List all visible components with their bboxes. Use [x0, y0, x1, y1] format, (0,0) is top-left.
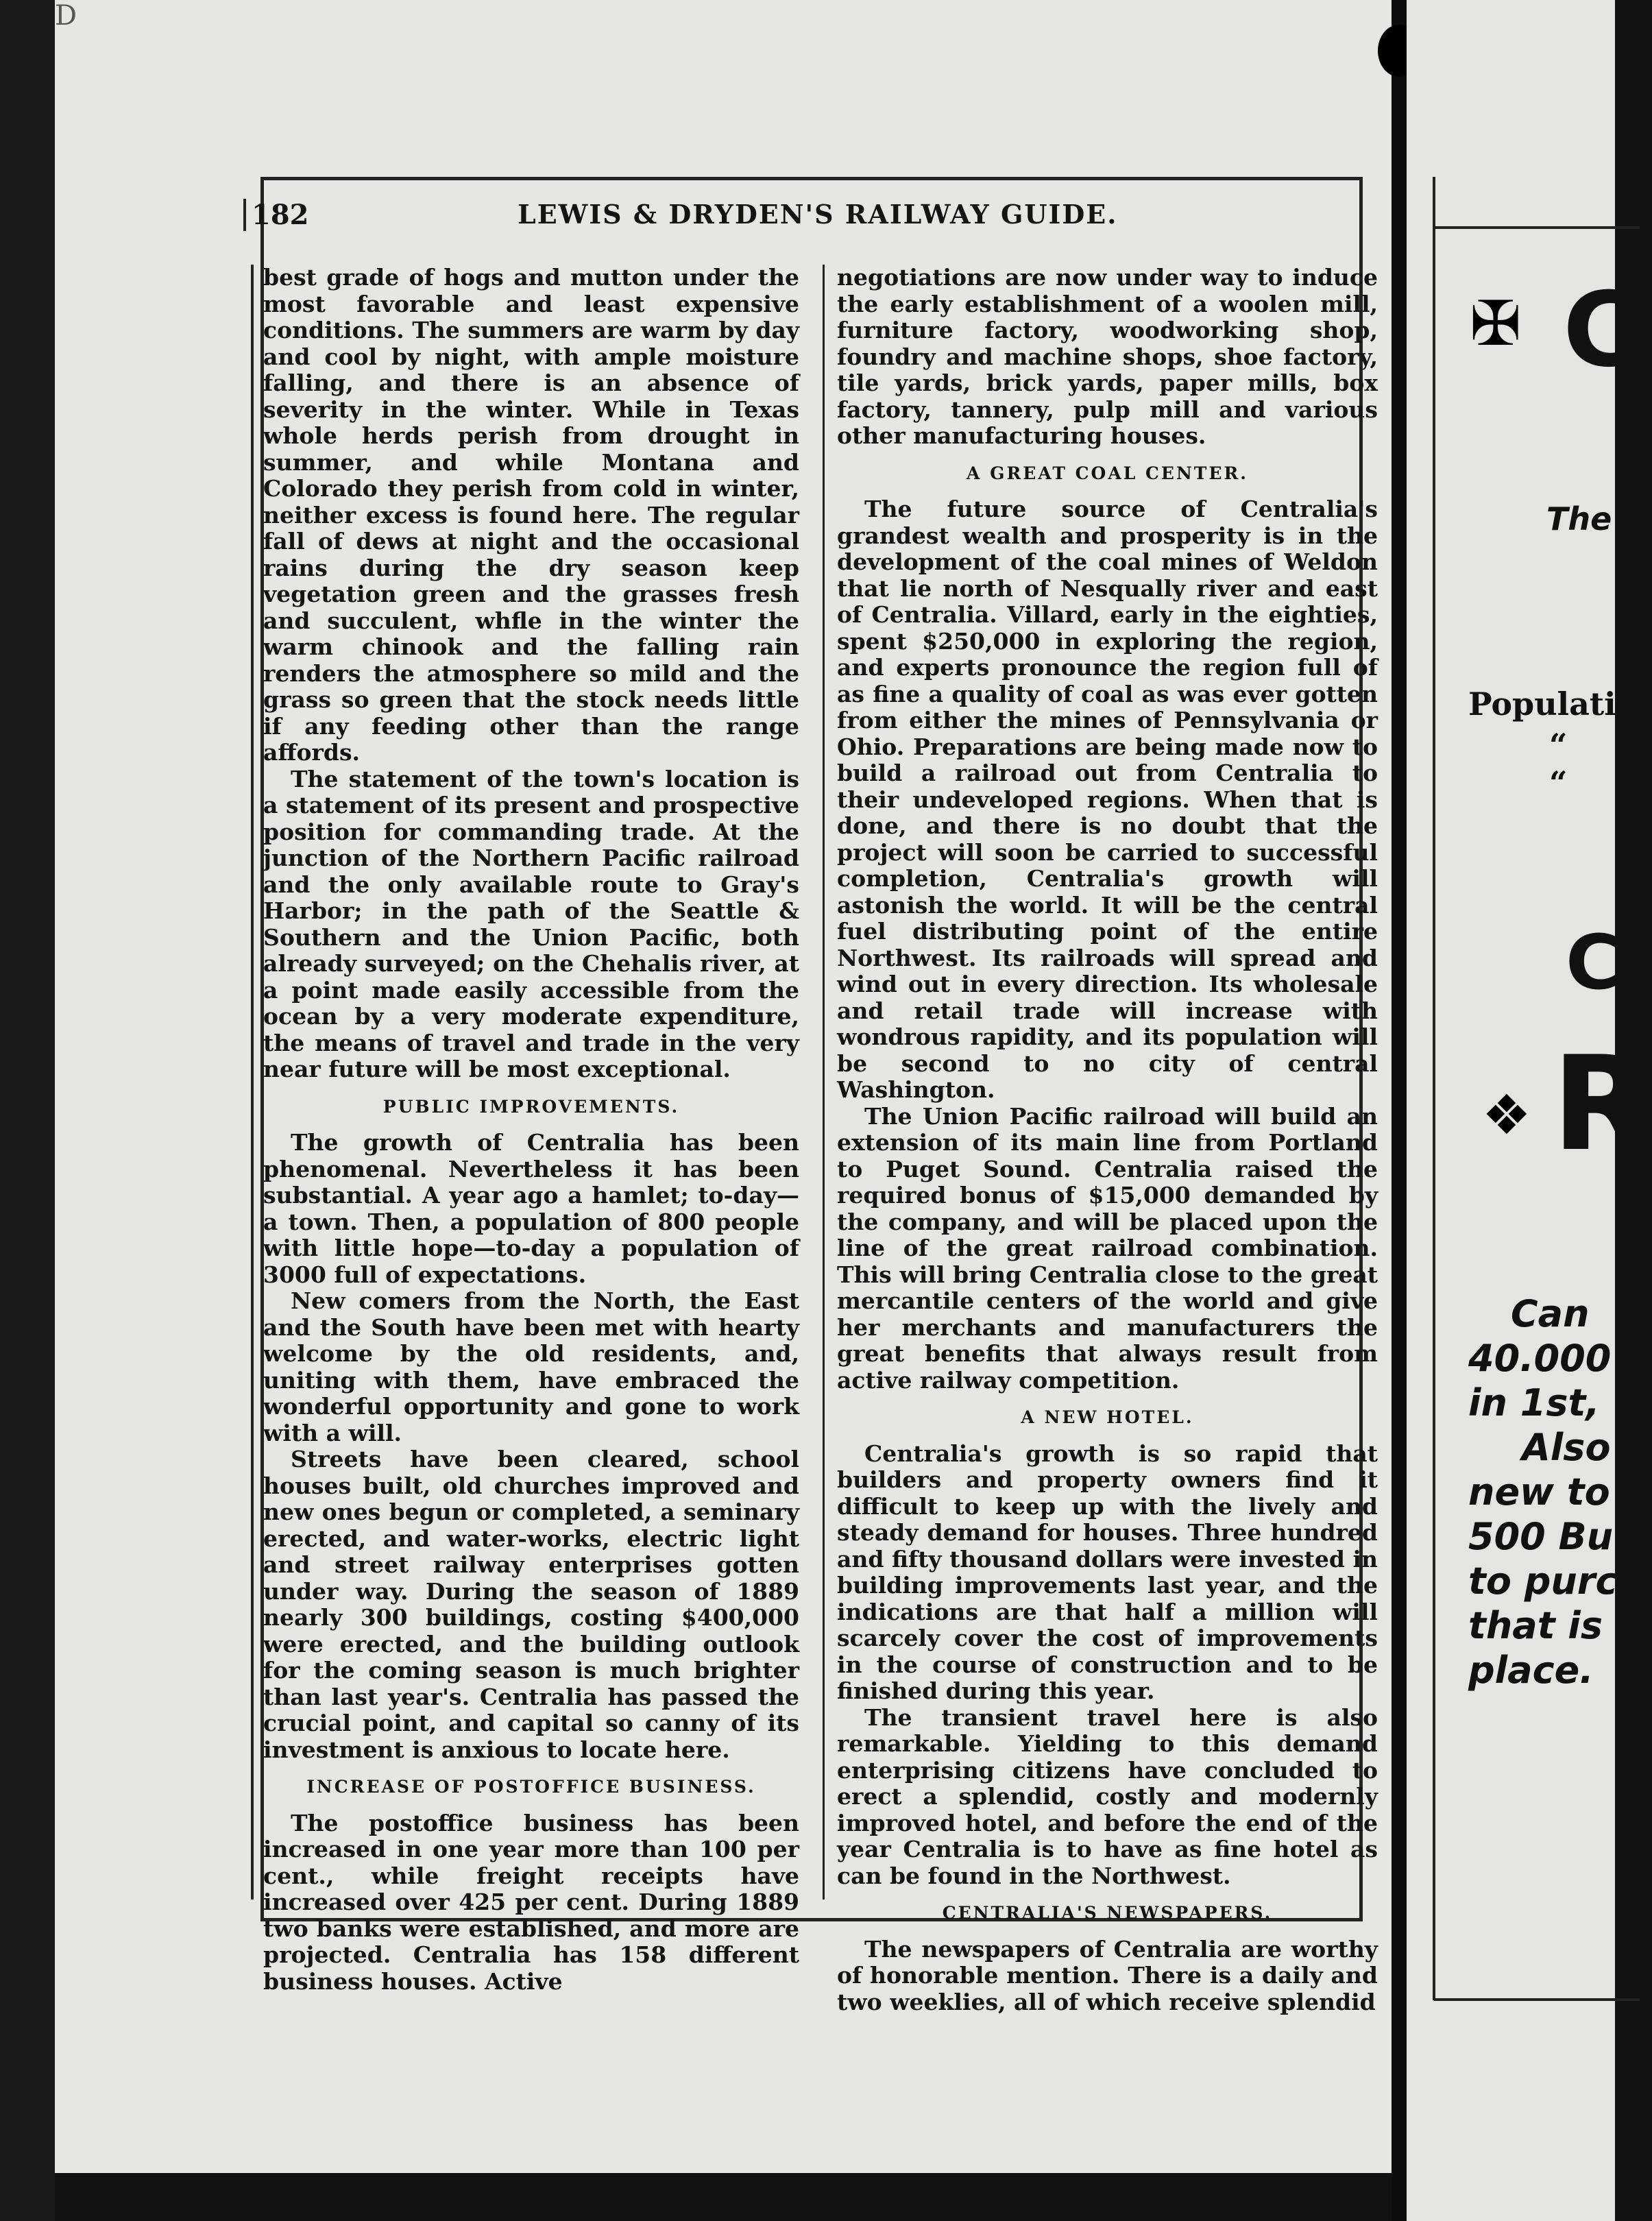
running-head-title: LEWIS & DRYDEN'S RAILWAY GUIDE. [518, 199, 1118, 230]
page-header [243, 199, 1354, 254]
paragraph: The statement of the town's location is a statement of its present and prospective position for commanding trade. At the junction of the Northern Pacific railroad and the only available route to Gray's Harbor; in the path of the Seattle & Southern and the Union Pacific, both already surveyed; on the Chehalis river, at a point made easily accessible from the ocean by a very moderate expenditure, the means of travel and trade in the very near future will be most exceptional. [263, 765, 799, 1082]
right-text-column [823, 264, 1378, 2015]
facing-text: The [1546, 500, 1612, 537]
section-heading-coal-center: A GREAT COAL CENTER. [967, 463, 1248, 483]
facing-text: 40.000 [1468, 1337, 1612, 1380]
ornament-icon: ❖ [1482, 1083, 1531, 1147]
section-heading-new-hotel: A NEW HOTEL. [1021, 1407, 1194, 1427]
page-corner-mark: D [55, 0, 77, 32]
facing-text: “ [1549, 764, 1568, 801]
paragraph: Streets have been cleared, school houses built, old churches improved and new ones begun or completed, a seminary erected, and water-works, electric light and street railway enterprises gotten under way. During the season of 1889 nearly 300 buildings, costing $400,000 were erected, and the building outlook for the coming season is much brighter than last year's. Centralia has passed the crucial point, and capital so canny of its investment is anxious to locate here. [263, 1446, 799, 1763]
paragraph: The Union Pacific railroad will build an extension of its main line from Portland to Puget Sound. Centralia raised the required bonus of $15,000 demanded by the company, and will be placed upon the line of the great railroad combination. This will bring Centralia close to the great mercantile centers of the world and give her merchants and manufacturers the great benefits that always result from active railway competition. [837, 1102, 1378, 1394]
paragraph: The growth of Centralia has been phenomenal. Nevertheless it has been substantial. A year ago a hamlet; to-day—a town. Then, a population of 800 people with little hope—to-day a population of 3000 full of expectations. [263, 1129, 799, 1288]
scan-margin-left [0, 0, 55, 2221]
facing-text: Can [1511, 1292, 1590, 1335]
section-heading-public-improvements: PUBLIC IMPROVEMENTS. [382, 1096, 680, 1117]
facing-text: Populati [1468, 685, 1616, 723]
facing-text: 500 Bu [1468, 1515, 1614, 1558]
facing-page [1407, 0, 1652, 2221]
facing-text: in 1st, [1468, 1381, 1600, 1424]
paragraph: best grade of hogs and mutton under the most favorable and least expensive conditions. The summers are warm by day and cool by night, with ample moisture falling, and there is an absence of severity in the winter. While in Texas whole herds perish from drought in summer, and while Montana and Colorado they perish from cold in winter, neither excess is found here. The regular fall of dews at night and the occasional rains during the dry season keep vegetation green and the grasses fresh and succulent, whfle in the winter the warm chinook and the falling rain renders the atmosphere so mild and the grass so green that the stock needs little if any feeding other than the range affords. [263, 264, 799, 766]
paragraph: New comers from the North, the East and the South have been met with hearty welcome by the old residents, and, uniting with them, have embraced the wonderful opportunity and gone to work with a will. [263, 1287, 799, 1446]
facing-large-letter: R [1552, 1028, 1652, 1180]
facing-text: “ [1549, 727, 1568, 764]
facing-text: place. [1468, 1649, 1594, 1692]
paragraph: The future source of Centralia's grandest wealth and prosperity is in the development of the coal mines of Weldon that lie north of Nesqually river and east of Centralia. Villard, early in the eighties, spent $250,000 in exploring the region, and experts pronounce the region full of as fine a quality of coal as was ever gotten from either the mines of Pennsylvania or Ohio. Preparations are being made now to build a railroad out from Centralia to their undeveloped regions. When that is done, and there is no doubt that the project will soon be carried to successful completion, Centralia's growth will astonish the world. It will be the central fuel distributing point of the entire Northwest. Its railroads will spread and wind out in every direction. Its wholesale and retail trade will increase with wondrous rapidity, and its population will be second to no city of central Washington. [837, 496, 1378, 1103]
paragraph: The postoffice business has been increased in one year more than 100 per cent., while freight receipts have increased over 425 per cent. During 1889 two banks were established, and more are projected. Centralia has 158 different business houses. Active [263, 1809, 799, 1995]
left-text-column [251, 264, 799, 1995]
paragraph: Centralia's growth is so rapid that builders and property owners find it difficult to keep up with the lively and steady demand for houses. Three hundred and fifty thousand dollars were invested in building improvements last year, and the indications are that half a million will scarcely cover the cost of improvements in the course of construction and to be finished during this year. [837, 1440, 1378, 1704]
paragraph: The newspapers of Centralia are worthy of honorable mention. There is a daily and two weeklies, all of which receive splendid [837, 1935, 1378, 2015]
facing-text: Also [1522, 1426, 1611, 1469]
section-heading-postoffice: INCREASE OF POSTOFFICE BUSINESS. [306, 1777, 756, 1797]
paragraph: The transient travel here is also remarkable. Yielding to this demand enterprising citizens have concluded to erect a splendid, costly and modernly improved hotel, and before the end of the year Centralia is to have as fine hotel as can be found in the Northwest. [837, 1703, 1378, 1889]
facing-text: that is [1468, 1604, 1603, 1647]
facing-initial-letter: C [1563, 271, 1639, 390]
facing-text: to purc [1468, 1559, 1618, 1603]
ornament-icon: ✠ [1470, 288, 1522, 360]
facing-page-rule [1434, 1998, 1640, 2001]
facing-text: new to [1468, 1470, 1610, 1514]
facing-large-letter: C [1566, 919, 1621, 1006]
page-number: 182 [243, 199, 309, 231]
facing-page-border [1433, 177, 1435, 2000]
section-heading-newspapers: CENTRALIA'S NEWSPAPERS. [942, 1903, 1273, 1923]
facing-page-rule [1434, 226, 1640, 229]
paragraph: negotiations are now under way to induce the early establishment of a woolen mill, furniture factory, woodworking shop, foundry and machine shops, shoe factory, tile yards, brick yards, paper mills, box factory, tannery, pulp mill and various other manufacturing houses. [837, 264, 1378, 449]
book-spine [1392, 0, 1407, 2221]
